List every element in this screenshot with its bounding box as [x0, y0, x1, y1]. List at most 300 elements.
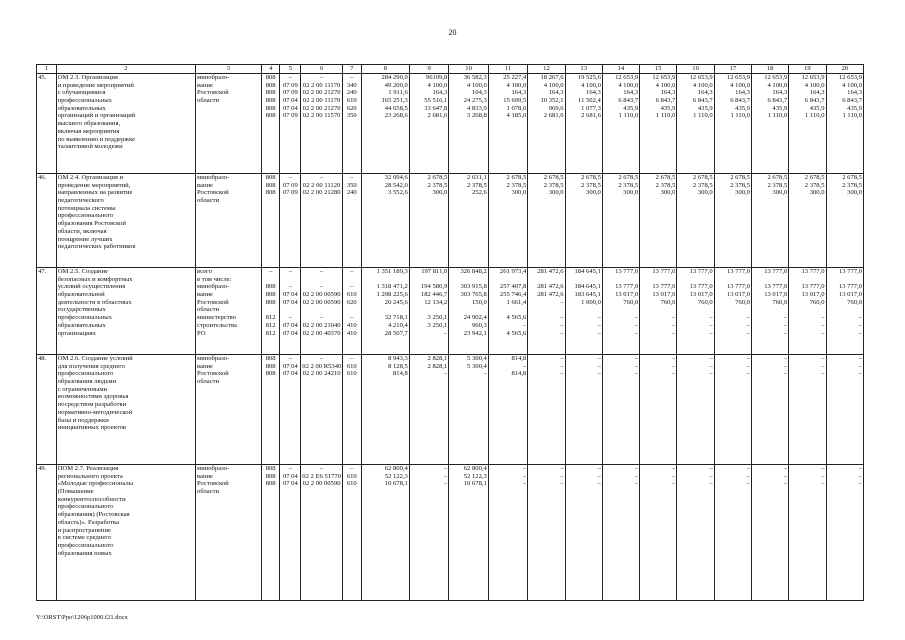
value-cell: 3 250,1 [427, 321, 448, 329]
description-line: профессионального [57, 212, 114, 220]
description-line: конкурентоспособности [57, 495, 126, 503]
value-column [488, 74, 527, 174]
value-cell: – [821, 480, 825, 488]
value-cell: 13 017,0 [801, 291, 825, 299]
value-cell: 96109,8 [425, 74, 448, 81]
value-cell: 13 777,0 [801, 283, 825, 291]
value-cell: – [597, 465, 601, 472]
value-cell: 4 100,0 [543, 81, 564, 89]
value-cell: 3 552,6 [388, 189, 408, 197]
value-cell: – [523, 321, 527, 329]
value-cell: – [483, 370, 487, 378]
value-cell [604, 306, 638, 314]
value-cell: – [597, 355, 601, 362]
value-cell: 812 [265, 314, 276, 322]
table-row [37, 355, 864, 465]
value-cell: 28 507,7 [384, 329, 408, 337]
value-cell: – [634, 362, 639, 370]
value-cell: – [709, 472, 713, 480]
value-cell: 2 828,1 [427, 362, 448, 370]
value-column [640, 355, 677, 465]
value-cell: 183 645,1 [574, 291, 601, 299]
value-cell: 1 110,0 [655, 112, 676, 120]
description-line: нормативно-методической [57, 408, 133, 416]
value-cell: 6 843,7 [692, 97, 713, 105]
value-cell: – [444, 370, 448, 378]
value-cell: – [746, 314, 750, 322]
executor-line: всего [197, 268, 212, 275]
description-line: ОМ 2.4. Организация и [57, 174, 124, 181]
value-column [602, 174, 639, 268]
value-cell: 164,3 [809, 89, 825, 97]
value-cell: – [783, 314, 788, 322]
value-cell: 1 078,6 [506, 104, 527, 112]
value-cell: 1 077,3 [581, 104, 601, 112]
measure-description [56, 268, 195, 355]
value-cell: 10 678,1 [463, 480, 487, 488]
value-column [528, 355, 565, 465]
table-row [37, 174, 864, 268]
value-cell: – [350, 314, 354, 322]
value-cell [490, 276, 526, 284]
value-column [789, 74, 826, 174]
value-cell: 164,3 [772, 89, 788, 97]
value-cell: 13 777,0 [838, 283, 862, 291]
value-cell: 1 298 225,6 [376, 291, 408, 299]
value-column [280, 174, 301, 268]
value-cell: 610 [346, 291, 357, 299]
executor-line: строительства [197, 321, 237, 329]
value-cell: 620 [346, 298, 357, 306]
value-cell [790, 276, 824, 284]
value-column [714, 74, 751, 174]
value-column [449, 268, 488, 355]
value-cell: – [858, 314, 862, 322]
description-line: поощрение лучших [57, 235, 113, 243]
value-cell [363, 306, 408, 314]
value-column [280, 355, 301, 465]
value-cell: 6 843,7 [767, 97, 788, 105]
value-cell: 4 100,0 [581, 81, 601, 89]
value-cell: 13 017,0 [652, 291, 676, 299]
value-cell: 4 100,0 [655, 81, 676, 89]
executor-line: вание [197, 181, 213, 189]
value-cell: – [783, 321, 788, 329]
value-cell: – [560, 465, 564, 472]
value-cell: 2 678,5 [842, 174, 862, 181]
value-cell: 13 777,0 [652, 283, 676, 291]
value-column [528, 74, 565, 174]
value-cell [790, 306, 824, 314]
value-cell: 610 [346, 370, 357, 378]
value-cell [263, 276, 279, 284]
description-line: ОМ 2.5. Создание [57, 268, 108, 275]
description-line: в системе среднего [57, 534, 112, 542]
executor-line: Ростовской [197, 480, 229, 488]
budget-table [36, 64, 864, 601]
value-cell: 32 718,1 [384, 314, 408, 322]
value-cell: – [634, 480, 639, 488]
value-cell: 07 09 [282, 81, 298, 89]
description-line: и распространение [57, 526, 111, 534]
value-column [826, 465, 863, 601]
value-cell: 07 04 [282, 472, 298, 480]
value-cell: 2 378,5 [467, 181, 487, 189]
description-line: профессионального [57, 370, 114, 378]
executor-line: минобразо- [197, 283, 230, 291]
value-cell: 808 [265, 298, 276, 306]
value-cell: 13 017,0 [764, 291, 788, 299]
value-cell: 12 653,9 [689, 74, 713, 81]
row-number: 47. [37, 268, 57, 355]
value-cell: – [523, 362, 527, 370]
value-cell: 07 09 [282, 89, 298, 97]
value-cell: 02 2 00 11170 [302, 81, 341, 89]
value-column [789, 174, 826, 268]
value-cell: – [560, 329, 564, 337]
value-column [602, 465, 639, 601]
value-cell: 240 [346, 189, 357, 197]
value-cell: 02 2 00 00590 [302, 480, 341, 488]
value-column [789, 268, 826, 355]
value-cell: – [350, 283, 354, 291]
value-cell: – [597, 362, 601, 370]
header-cell: 3 [196, 65, 262, 74]
value-cell: 240 [346, 89, 357, 97]
value-cell: 12 134,2 [424, 298, 448, 306]
value-cell: 02 2 00 24210 [302, 370, 341, 378]
value-cell: – [858, 355, 862, 362]
value-column [301, 268, 343, 355]
value-column [449, 174, 488, 268]
value-column [565, 74, 602, 174]
value-cell: 1 110,0 [730, 112, 750, 120]
value-cell: 812 [265, 321, 276, 329]
value-cell: – [821, 362, 825, 370]
value-cell: – [560, 370, 564, 378]
value-cell: 6 843,7 [618, 97, 639, 105]
description-line: образования людьми [57, 378, 117, 386]
value-cell: 13 017,0 [615, 291, 639, 299]
value-cell: 1 000,0 [581, 298, 601, 306]
value-cell: 13 777,0 [689, 268, 713, 275]
value-column [751, 355, 788, 465]
value-cell [678, 306, 712, 314]
value-cell: 808 [265, 81, 276, 89]
value-cell: – [634, 329, 639, 337]
executor-line: минобразо- [197, 355, 230, 362]
value-cell: 2 678,5 [767, 174, 788, 181]
value-column [677, 74, 714, 174]
executor-line: области [197, 488, 220, 496]
description-line: с обучающимися [57, 89, 106, 97]
value-column [409, 268, 448, 355]
value-cell: 1 110,0 [805, 112, 825, 120]
value-cell: 164,3 [660, 89, 676, 97]
value-cell: 07 09 [282, 181, 298, 189]
value-column [301, 355, 343, 465]
value-cell: 4 100,0 [767, 81, 788, 89]
value-cell: – [783, 472, 788, 480]
value-column [714, 355, 751, 465]
value-cell: – [858, 465, 862, 472]
value-cell: – [597, 370, 601, 378]
value-cell: 435,9 [735, 104, 750, 112]
value-column [361, 268, 409, 355]
value-cell: 184 645,1 [574, 283, 601, 291]
value-cell: 326 848,2 [460, 268, 487, 275]
value-cell: 281 472,6 [537, 268, 564, 275]
value-cell: 52 122,3 [384, 472, 408, 480]
value-cell: 808 [265, 181, 276, 189]
description-line: профессиональных [57, 97, 112, 105]
value-column [565, 174, 602, 268]
value-cell [281, 306, 299, 314]
value-cell: – [288, 268, 293, 275]
value-cell: – [597, 472, 601, 480]
value-cell: – [746, 370, 750, 378]
description-line: организациях [57, 329, 96, 337]
value-cell: – [319, 74, 324, 81]
value-cell: 164,3 [511, 89, 527, 97]
value-cell: 284 290,0 [381, 74, 408, 81]
value-cell: 02 2 00 21040 [302, 321, 341, 329]
value-cell: – [597, 321, 601, 329]
value-cell: – [746, 355, 750, 362]
value-cell: – [597, 329, 601, 337]
value-cell: 812 [265, 329, 276, 337]
value-cell: 52 122,3 [463, 472, 487, 480]
value-cell: 3 250,1 [427, 314, 448, 322]
value-cell: 164,3 [586, 89, 601, 97]
description-line: потенциала системы [57, 204, 116, 212]
header-cell: 9 [409, 65, 448, 74]
value-cell: – [560, 355, 564, 362]
value-cell: 164,3 [548, 89, 564, 97]
value-cell: 610 [346, 480, 357, 488]
value-cell: – [523, 465, 527, 472]
value-cell: 07 04 [282, 370, 298, 378]
executor-line: вание [197, 81, 213, 89]
value-cell: 435,9 [660, 104, 676, 112]
value-column [280, 268, 301, 355]
value-cell: 18 267,6 [540, 74, 564, 81]
value-cell: 620 [346, 104, 357, 112]
value-cell: 2 678,5 [618, 174, 639, 181]
value-cell: 2 678,5 [804, 174, 825, 181]
value-cell: – [672, 321, 676, 329]
value-cell: – [672, 362, 676, 370]
value-cell: 350 [346, 112, 357, 120]
value-cell [716, 306, 750, 314]
value-cell: – [709, 321, 713, 329]
value-cell: 33 647,8 [424, 104, 448, 112]
description-line: образования Ростовской [57, 220, 126, 228]
measure-description [56, 74, 195, 174]
value-cell: 12 653,9 [652, 74, 676, 81]
executor-line: РО [197, 329, 206, 337]
value-cell: – [444, 480, 448, 488]
value-column [789, 465, 826, 601]
header-cell: 8 [361, 65, 409, 74]
value-cell: – [319, 174, 324, 181]
value-column [528, 174, 565, 268]
description-line: ОМ 2.3. Организация [57, 74, 118, 81]
description-line: высшего образования, [57, 120, 121, 128]
value-cell: 969,6 [548, 104, 564, 112]
value-cell: 182 446,7 [420, 291, 448, 299]
value-cell: 11 502,4 [578, 97, 601, 105]
row-number: 49. [37, 465, 57, 601]
value-cell [604, 276, 638, 284]
value-cell [302, 306, 341, 314]
value-cell: 13 777,0 [726, 268, 750, 275]
value-column [301, 174, 343, 268]
value-column [565, 465, 602, 601]
value-cell: – [821, 355, 825, 362]
description-line: для получения среднего [57, 362, 126, 370]
value-cell: 2 678,5 [655, 174, 676, 181]
value-cell: 2 678,5 [427, 174, 448, 181]
value-cell: – [709, 355, 713, 362]
value-column [449, 355, 488, 465]
value-cell: 760,0 [660, 298, 676, 306]
value-cell: 02 2 00 00590 [302, 291, 341, 299]
value-cell: – [288, 314, 293, 322]
value-cell: 300,0 [586, 189, 601, 197]
description-line: образовательной [57, 291, 105, 299]
value-cell: 165 251,3 [381, 97, 408, 105]
value-cell: – [597, 480, 601, 488]
value-cell: 8 128,5 [388, 362, 408, 370]
value-cell: 194 580,9 [420, 283, 448, 291]
value-cell: – [319, 355, 324, 362]
value-cell: – [672, 329, 676, 337]
value-cell [753, 306, 787, 314]
value-cell: 760,0 [809, 298, 825, 306]
description-line: базы и поддержки [57, 416, 109, 424]
value-column [261, 174, 280, 268]
executor-line: вание [197, 362, 213, 370]
value-cell [411, 306, 447, 314]
header-cell: 7 [342, 65, 361, 74]
value-cell: 760,0 [847, 298, 862, 306]
value-cell: 13 777,0 [615, 268, 639, 275]
value-cell: – [746, 321, 750, 329]
value-cell: – [821, 321, 825, 329]
value-cell: 252,6 [471, 189, 487, 197]
value-cell: 300,0 [809, 189, 825, 197]
value-cell: 12 653,9 [801, 74, 825, 81]
value-cell: 8 943,3 [388, 355, 408, 362]
value-cell: 281 472,6 [537, 283, 564, 291]
value-cell: – [858, 329, 862, 337]
value-column [677, 355, 714, 465]
description-line: профессионального [57, 541, 114, 549]
value-cell: 104,3 [471, 89, 487, 97]
header-cell: 11 [488, 65, 527, 74]
value-cell: 49 200,0 [384, 81, 408, 89]
value-cell: 300,0 [697, 189, 713, 197]
value-cell: 62 800,4 [384, 465, 408, 472]
value-cell [263, 306, 279, 314]
value-cell: 4 100,0 [467, 81, 487, 89]
value-column [602, 74, 639, 174]
value-cell: 24 902,4 [463, 314, 487, 322]
value-cell: 13 017,0 [726, 291, 750, 299]
value-cell: 12 653,9 [838, 74, 862, 81]
header-cell: 16 [677, 65, 714, 74]
value-cell: 760,0 [772, 298, 788, 306]
description-line: безопасных и комфортных [57, 275, 133, 283]
value-cell: 07 04 [282, 97, 298, 105]
value-cell [529, 276, 563, 284]
value-cell [450, 276, 486, 284]
value-cell: – [319, 268, 324, 275]
header-cell: 4 [261, 65, 280, 74]
value-cell: 62 800,4 [463, 465, 487, 472]
value-column [280, 74, 301, 174]
value-cell: 32 094,6 [384, 174, 408, 181]
value-cell: 2 378,5 [543, 181, 564, 189]
value-cell: 808 [265, 283, 276, 291]
value-cell: 13 777,0 [838, 268, 862, 275]
value-cell: – [319, 314, 324, 322]
value-cell: – [858, 472, 862, 480]
executor-line: Ростовской [197, 298, 229, 306]
value-cell: 2 378,5 [427, 181, 448, 189]
description-line: образовательных [57, 104, 106, 112]
value-cell: – [746, 329, 750, 337]
executor-line: области [197, 378, 220, 386]
value-cell: 164,3 [432, 89, 448, 97]
value-column [488, 355, 527, 465]
value-cell: 760,0 [623, 298, 639, 306]
value-cell: 2 378,5 [692, 181, 713, 189]
value-cell: 610 [346, 472, 357, 480]
value-cell: 4 100,0 [618, 81, 639, 89]
value-cell [411, 276, 447, 284]
description-line: профессионального [57, 503, 114, 511]
value-cell: 435,9 [772, 104, 788, 112]
executor-line: вание [197, 472, 213, 480]
value-cell: 02 2 00 11120 [302, 181, 341, 189]
measure-description [56, 174, 195, 268]
value-column [261, 74, 280, 174]
value-cell: 13 017,0 [838, 291, 862, 299]
header-cell: 12 [528, 65, 565, 74]
value-cell: 2 378,5 [767, 181, 788, 189]
value-cell: 760,0 [697, 298, 713, 306]
value-cell: 6 843,7 [842, 97, 862, 105]
value-cell: 303 765,8 [460, 291, 487, 299]
value-cell: 07 04 [282, 321, 298, 329]
value-cell: – [746, 472, 750, 480]
value-cell: – [672, 370, 676, 378]
value-cell: 12 653,9 [764, 74, 788, 81]
header-cell: 20 [826, 65, 863, 74]
executor [196, 465, 262, 601]
value-column [714, 465, 751, 601]
table-row [37, 268, 864, 355]
value-cell: 197 811,0 [421, 268, 448, 275]
value-cell: 150,0 [471, 298, 487, 306]
value-cell: – [709, 362, 713, 370]
value-cell: 808 [265, 362, 276, 370]
value-cell [716, 276, 750, 284]
value-cell: 2 678,5 [506, 174, 527, 181]
description-line: государственных [57, 306, 106, 314]
